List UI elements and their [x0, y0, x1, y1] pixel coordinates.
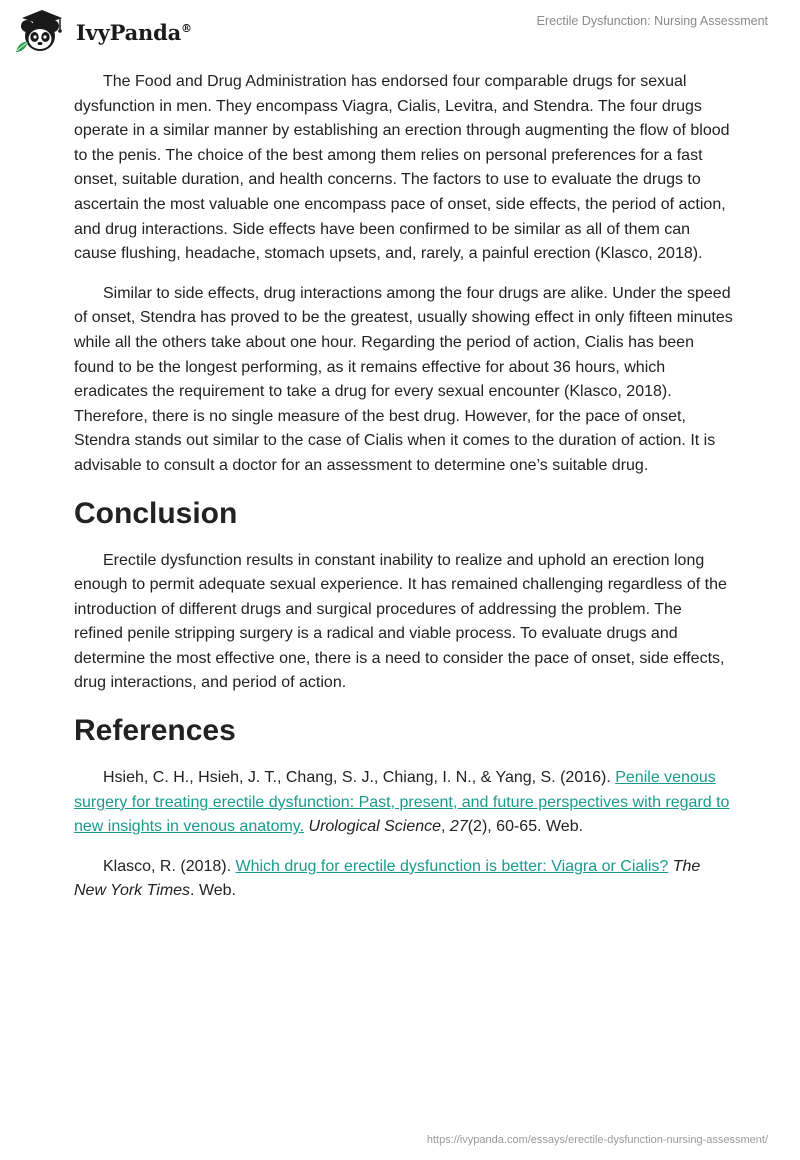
essay-content [74, 70, 734, 919]
conclusion-paragraph: Erectile dysfunction results in constant inability to realize and uphold an erection long enough to permit adequate sexual experience. It has remained challenging regardless of the introduction of different drugs and surgical procedures of addressing the problem. The refined penile stripping surgery is a radical and viable process. To evaluate drugs and determine the most effective one, there is a need to consider the pace of onset, side effects, drug interactions, and period of action. [74, 551, 727, 692]
reference-entry: Hsieh, C. H., Hsieh, J. T., Chang, S. J., Chiang, I. N., & Yang, S. (2016). Penile venous surgery for treating erectile dysfunction: Past, present, and future perspectives with regard to new insights in venous anatomy. Urological Science, 27(2), 60-65. Web. [74, 769, 730, 836]
reference-pages: (2), 60-65. Web. [467, 818, 584, 836]
reference-authors: Klasco, R. (2018). [103, 857, 236, 875]
reference-entry [74, 855, 734, 904]
reference-link[interactable]: Penile venous surgery for treating erectile dysfunction: Past, present, and future perspectives with regard to new insights in venous anatomy. [74, 769, 730, 836]
body-paragraph: Similar to side effects, drug interactions among the four drugs are alike. Under the speed of onset, Stendra has proved to be the greatest, usually showing effect in only fifteen minutes while all the others take about one hour. Regarding the period of action, Cialis has been found to be the longest performing, as it remains effective for about 36 hours, which eradicates the requirement to take a drug for every sexual encounter (Klasco, 2018). Therefore, there is no single measure of the best drug. However, for the pace of onset, Stendra stands out similar to the case of Cialis when it comes to the duration of action. It is advisable to consult a doctor for an assessment to determine one’s suitable drug. [74, 284, 733, 474]
reference-volume: 27 [449, 818, 468, 836]
reference-journal: Urological Science [308, 818, 442, 836]
conclusion-heading: Conclusion [74, 496, 238, 530]
reference-suffix: . Web. [190, 882, 236, 900]
document-title: Erectile Dysfunction: Nursing Assessment [536, 14, 768, 28]
brand-name: IvyPanda® [76, 19, 192, 45]
panda-graduate-icon [14, 8, 70, 56]
page-header [0, 0, 800, 70]
ivypanda-logo[interactable] [14, 8, 192, 56]
references-heading: References [74, 714, 236, 748]
reference-publication: The New York Times [74, 857, 701, 900]
reference-authors: Hsieh, C. H., Hsieh, J. T., Chang, S. J., Chiang, I. N., & Yang, S. (2016). [103, 769, 616, 787]
page-url: https://ivypanda.com/essays/erectile-dysfunction-nursing-assessment/ [426, 1134, 768, 1146]
reference-link[interactable]: Which drug for erectile dysfunction is better: Viagra or Cialis? [235, 857, 669, 875]
registered-mark: ® [181, 21, 192, 35]
body-paragraph: The Food and Drug Administration has endorsed four comparable drugs for sexual dysfunction in men. They encompass Viagra, Cialis, Levitra, and Stendra. The four drugs operate in a similar manner by establishing an erection through augmenting the flow of blood to the penis. The choice of the best among them relies on personal preferences for a fast onset, suitable duration, and health concerns. The factors to use to evaluate the drugs to ascertain the most valuable one encompass pace of onset, side effects, the period of action, and drug interactions. Side effects have been confirmed to be similar as all of them can cause flushing, headache, stomach upsets, and, rarely, a painful erection (Klasco, 2018). [74, 73, 730, 263]
